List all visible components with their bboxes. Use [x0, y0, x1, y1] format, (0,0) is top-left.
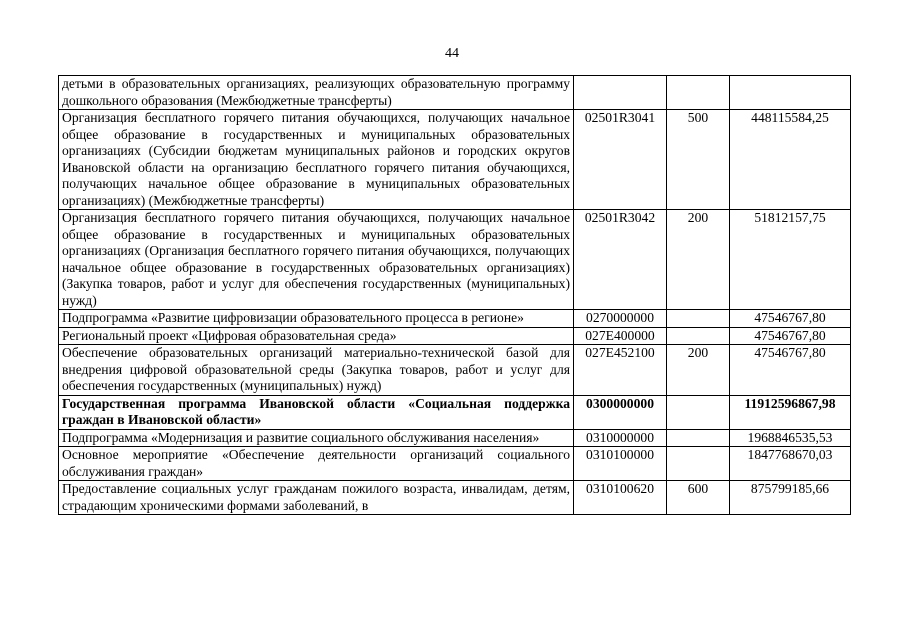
table-row-program [59, 395, 851, 429]
row-sum: 47546767,80 [730, 310, 851, 328]
table-row [59, 210, 851, 310]
row-sum [730, 76, 851, 110]
row-name: Государственная программа Ивановской области «Социальная поддержка граждан в Ивановской области» [59, 395, 574, 429]
row-expense-type [667, 327, 730, 345]
row-sum: 875799185,66 [730, 481, 851, 515]
budget-table [58, 75, 851, 515]
row-code [574, 76, 667, 110]
row-name: Основное мероприятие «Обеспечение деятельности организаций социального обслуживания граждан» [59, 447, 574, 481]
row-code: 027E452100 [574, 345, 667, 396]
row-expense-type [667, 76, 730, 110]
table-row [59, 429, 851, 447]
row-sum: 47546767,80 [730, 345, 851, 396]
table-row [59, 110, 851, 210]
table-row [59, 76, 851, 110]
row-code: 0300000000 [574, 395, 667, 429]
row-name: Подпрограмма «Модернизация и развитие социального обслуживания населения» [59, 429, 574, 447]
row-sum: 1847768670,03 [730, 447, 851, 481]
row-expense-type [667, 429, 730, 447]
row-expense-type [667, 310, 730, 328]
row-expense-type [667, 447, 730, 481]
table-row [59, 310, 851, 328]
row-sum: 11912596867,98 [730, 395, 851, 429]
table-row [59, 447, 851, 481]
table-row [59, 481, 851, 515]
row-name: Организация бесплатного горячего питания обучающихся, получающих начальное общее образование в государственных и муниципальных образовательных организациях (Субсидии бюджетам муниципальных районов и городских округов Ивановской области на организацию бесплатного горячего питания обучающихся, получающих начальное общее образование в муниципальных образовательных организациях) (Межбюджетные трансферты) [59, 110, 574, 210]
row-expense-type: 600 [667, 481, 730, 515]
row-code: 02501R3042 [574, 210, 667, 310]
row-name: Подпрограмма «Развитие цифровизации образовательного процесса в регионе» [59, 310, 574, 328]
row-code: 02501R3041 [574, 110, 667, 210]
table-row [59, 345, 851, 396]
row-code: 0310100000 [574, 447, 667, 481]
row-code: 0310100620 [574, 481, 667, 515]
row-sum: 448115584,25 [730, 110, 851, 210]
row-name: Предоставление социальных услуг гражданам пожилого возраста, инвалидам, детям, страдающим хроническими формами заболеваний, в [59, 481, 574, 515]
row-expense-type: 200 [667, 345, 730, 396]
page-number: 44 [445, 46, 459, 61]
row-sum: 1968846535,53 [730, 429, 851, 447]
row-name: Организация бесплатного горячего питания обучающихся, получающих начальное общее образование в государственных и муниципальных образовательных организациях (Организация бесплатного горячего питания обучающихся, получающих начальное общее образование в государственных образовательных организациях) (Закупка товаров, работ и услуг для обеспечения государственных (муниципальных) нужд) [59, 210, 574, 310]
row-name: детьми в образовательных организациях, реализующих образовательную программу дошкольного образования (Межбюджетные трансферты) [59, 76, 574, 110]
row-sum: 51812157,75 [730, 210, 851, 310]
row-code: 027E400000 [574, 327, 667, 345]
row-expense-type: 200 [667, 210, 730, 310]
budget-table-body [59, 76, 851, 515]
row-name: Обеспечение образовательных организаций материально-технической базой для внедрения цифровой образовательной среды (Закупка товаров, работ и услуг для обеспечения государственных (муниципальных) нужд) [59, 345, 574, 396]
row-code: 0310000000 [574, 429, 667, 447]
row-code: 0270000000 [574, 310, 667, 328]
table-row [59, 327, 851, 345]
row-name: Региональный проект «Цифровая образовательная среда» [59, 327, 574, 345]
row-expense-type [667, 395, 730, 429]
row-sum: 47546767,80 [730, 327, 851, 345]
row-expense-type: 500 [667, 110, 730, 210]
